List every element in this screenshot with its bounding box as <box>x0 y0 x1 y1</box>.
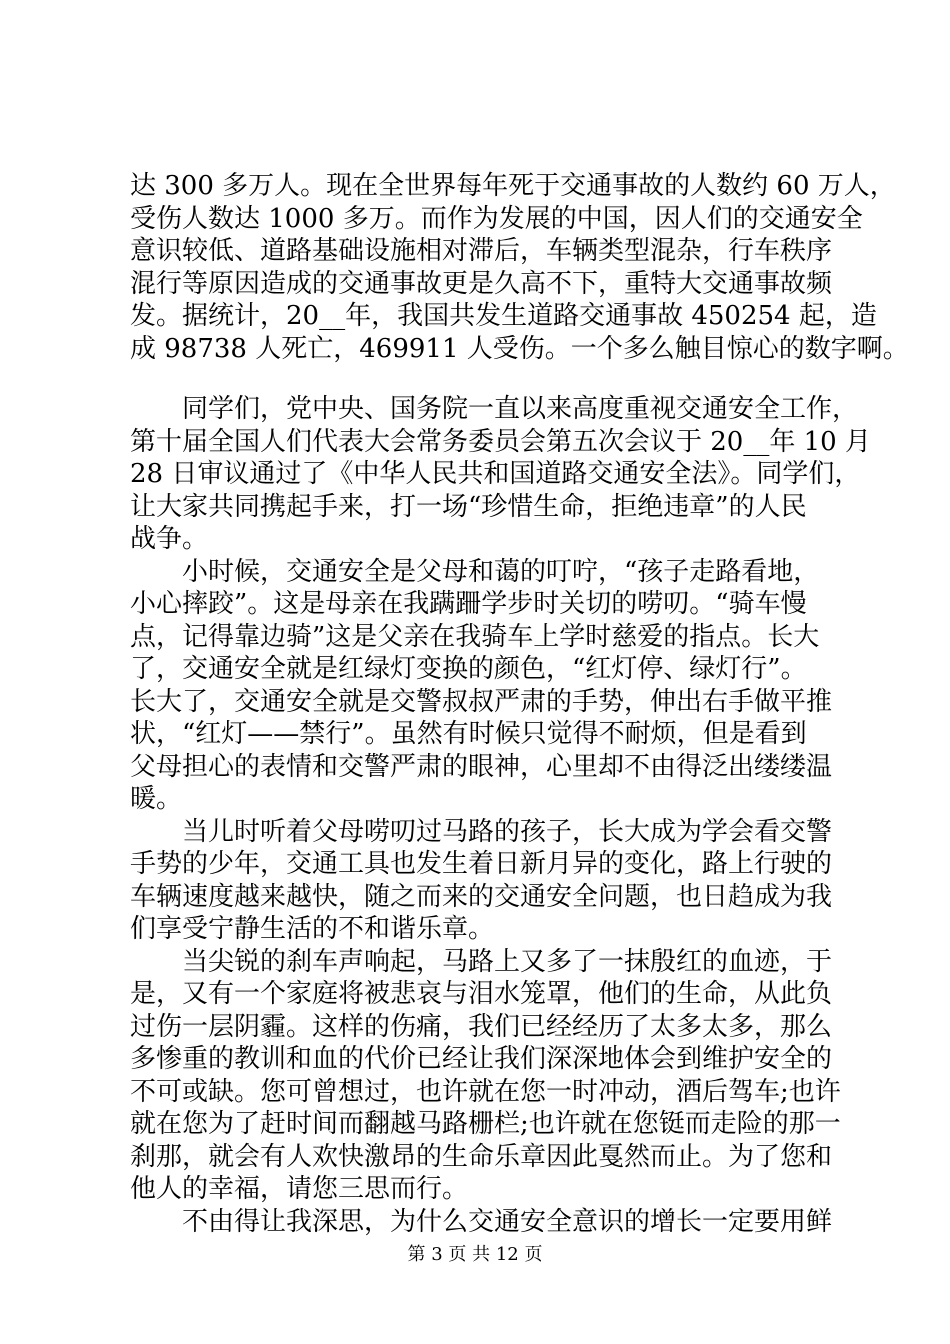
text-line: 当尖锐的刹车声响起，马路上又多了一抹殷红的血迹，于 <box>130 946 833 977</box>
text-line: 28 日审议通过了《中华人民共和国道路交通安全法》。同学们， <box>130 459 861 489</box>
text-line: 意识较低、道路基础设施相对滞后，车辆类型混杂，行车秩序 <box>130 236 833 266</box>
text-line: 不由得让我深思，为什么交通安全意识的增长一定要用鲜 <box>130 1206 833 1237</box>
text-line: 小时候，交通安全是父母和蔼的叮咛，“孩子走路看地， <box>130 556 820 587</box>
page-number-label: 第 3 页 共 12 页 <box>407 1244 543 1265</box>
text-line: 是，又有一个家庭将被悲哀与泪水笼罩，他们的生命，从此负 <box>130 979 833 1009</box>
text-line: 就在您为了赶时间而翻越马路栅栏;也许就在您铤而走险的那一 <box>130 1109 841 1139</box>
text-line: 了，交通安全就是红绿灯变换的颜色，“红灯停、绿灯行”。 <box>130 654 807 684</box>
paragraph-spacer <box>130 365 830 393</box>
text-line: 暖。 <box>130 784 183 814</box>
text-line: 点，记得靠边骑”这是父亲在我骑车上学时慈爱的指点。长大 <box>130 621 820 652</box>
text-line: 成 98738 人死亡，469911 人受伤。一个多么触目惊心的数字啊。 <box>130 333 909 364</box>
paragraph <box>130 170 909 365</box>
text-line: 战争。 <box>130 524 209 554</box>
text-line: 受伤人数达 1000 多万。而作为发展的中国，因人们的交通安全 <box>130 203 863 234</box>
text-line: 们享受宁静生活的不和谐乐章。 <box>130 914 495 944</box>
text-line: 他人的幸福，请您三思而行。 <box>130 1174 469 1204</box>
text-line: 状，“红灯——禁行”。虽然有时候只觉得不耐烦，但是看到 <box>130 719 807 749</box>
page-footer <box>0 1244 950 1266</box>
text-line: 发。据统计，20__年，我国共发生道路交通事故 450254 起，造 <box>130 301 877 331</box>
text-line: 达 300 多万人。现在全世界每年死于交通事故的人数约 60 万人， <box>130 171 896 201</box>
text-line: 不可或缺。您可曾想过，也许就在您一时冲动，酒后驾车;也许 <box>130 1076 841 1107</box>
paragraph <box>130 393 871 556</box>
paragraph <box>130 556 833 816</box>
paragraph <box>130 1206 833 1239</box>
text-line: 过伤一层阴霾。这样的伤痛，我们已经经历了太多太多，那么 <box>130 1011 833 1042</box>
text-line: 小心摔跤”。这是母亲在我蹒跚学步时关切的唠叨。“骑车慢 <box>130 589 807 619</box>
paragraph <box>130 816 833 946</box>
text-line: 长大了，交通安全就是交警叔叔严肃的手势，伸出右手做平推 <box>130 686 833 717</box>
text-line: 父母担心的表情和交警严肃的眼神，心里却不由得泛出缕缕温 <box>130 751 833 782</box>
text-line: 当儿时听着父母唠叨过马路的孩子，长大成为学会看交警 <box>130 816 833 847</box>
document-body <box>130 170 909 1238</box>
text-line: 混行等原因造成的交通事故更是久高不下，重特大交通事故频 <box>130 268 833 299</box>
text-line: 让大家共同携起手来，打一场“珍惜生命，拒绝违章”的人民 <box>130 491 807 522</box>
text-line: 多惨重的教训和血的代价已经让我们深深地体会到维护安全的 <box>130 1044 833 1074</box>
text-line: 刹那，就会有人欢快激昂的生命乐章因此戛然而止。为了您和 <box>130 1141 833 1172</box>
text-line: 手势的少年，交通工具也发生着日新月异的变化，路上行驶的 <box>130 849 833 879</box>
text-line: 车辆速度越来越快，随之而来的交通安全问题，也日趋成为我 <box>130 881 833 912</box>
paragraph <box>130 946 841 1206</box>
text-line: 第十届全国人们代表大会常务委员会第五次会议于 20__年 10 月 <box>130 426 871 457</box>
text-line: 同学们，党中央、国务院一直以来高度重视交通安全工作， <box>130 394 859 424</box>
